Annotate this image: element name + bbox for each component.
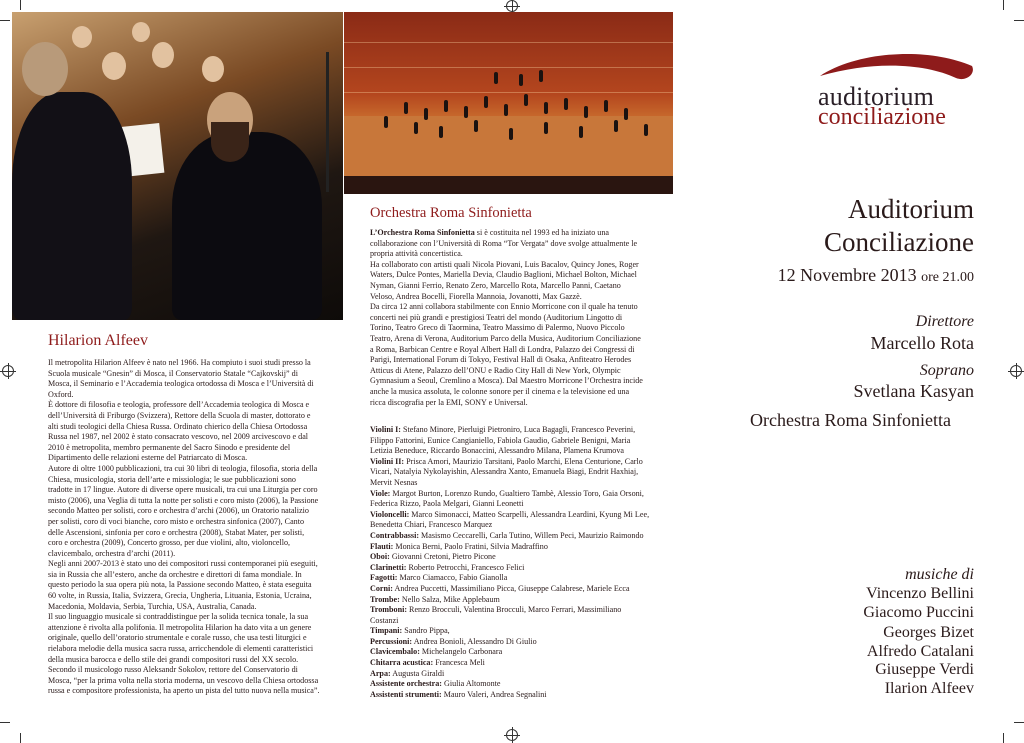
soprano-label: Soprano (919, 362, 974, 379)
bio-paragraph: Il suo linguaggio musicale si contraddistingue per la solida tecnica tonale, la sua attenzione è rivolta alla polifonia. Il metropolita Hilarion ha dato vita a un genere originale, quello dell’oratorio strumentale e corale russo, che usa testi liturgici e rielabora melodie della musica sacra russa, arricchendole di elementi caratteristici della musica barocca e dello stile dei grandi compositori russi del XX secolo. Secondo il musicologo russo Aleksandr Sokolov, rettore del Conservatorio di Mosca, “per la prima volta nella storia moderna, un vescovo della Chiesa ortodossa russa e compositore professionista, ha aperto un pista del tutto nuova nella musica”. (48, 612, 320, 696)
bio-paragraph: È dottore di filosofia e teologia, professore dell’Accademia teologica di Mosca e dell’Università di Friburgo (Svizzera), Rettore della Scuola di master, dottorato e alti studi teologici della Chiesa Russa. Ordinato chierico della Chiesa Ortodossa Russa nel 1987, nel 2002 è stato consacrato vescovo, nel 2009 arcivescovo e dal 2010 è metropolita, membro permanente del Sacro Sinodo e presidente del Dipartimento delle relazioni esterne del Patriarcato di Mosca. (48, 400, 311, 463)
roster-section-label: Clarinetti: (370, 562, 407, 572)
roster-members: Stefano Minore, Pierluigi Pietroniro, Luca Bagagli, Francesco Peverini, Filippo Fattorini, Eunice Cangianiello, Fabiola Gaudio, Gabriele Benigni, Maria Letizia Beneduce, Riccardo Bonaccini, Alessandro Milana, Plamena Krumova (370, 425, 636, 456)
bio-paragraph: Ha collaborato con artisti quali Nicola Piovani, Luis Bacalov, Quincy Jones, Roger Waters, Dulce Pontes, Mariella Devia, Claudio Baglioni, Michael Bolton, Michael Nyman, Gianni Ferrio, Renato Zero, Marcello Rota, Marcello Panni, Caetano Veloso, Andrea Bocelli, Fiorella Mannoia, Jovanotti, Max Gazzè. (370, 259, 639, 301)
alfeev-biography (48, 358, 320, 697)
venue-title: Conciliazione (824, 227, 974, 257)
roster-members: Nello Salza, Mike Applebaum (399, 594, 500, 604)
roster-section-label: Corni: (370, 583, 393, 593)
roster-members: Marco Simonacci, Matteo Scarpelli, Alessandra Leardini, Kyung Mi Lee, Benedetta Chiari, Francesco Marquez (370, 509, 650, 530)
roster-entry (370, 457, 650, 489)
orchestra-name: Orchestra Roma Sinfonietta (750, 410, 951, 430)
roster-entry (370, 552, 650, 563)
auditorium-logo (816, 48, 976, 134)
roster-entry (370, 647, 650, 658)
roster-members: Francesca Meli (433, 658, 485, 668)
roster-entry (370, 637, 650, 648)
composer-name: Georges Bizet (883, 624, 974, 641)
roster-entry (370, 425, 650, 457)
crop-mark (0, 722, 10, 723)
roster-entry (370, 542, 650, 553)
roster-section-label: Oboi: (370, 552, 390, 562)
crop-mark (1014, 722, 1024, 723)
time-text: ore 21.00 (921, 270, 974, 285)
roster-members: Monica Berni, Paolo Fratini, Silvia Madraffino (393, 541, 548, 551)
roster-members: Roberto Petrocchi, Francesco Felici (406, 562, 525, 572)
roster-entry (370, 669, 650, 680)
composer-name: Giuseppe Verdi (875, 661, 974, 678)
roster-entry (370, 626, 650, 637)
roster-section-label: Violini II: (370, 456, 405, 466)
roster-members: Giulia Altomonte (442, 679, 501, 689)
logo-text-conciliazione: conciliazione (818, 104, 946, 130)
bio-paragraph: Il metropolita Hilarion Alfeev è nato nel 1966. Ha compiuto i suoi studi presso la Scuola musicale “Gnesin” di Mosca, il Conservatorio Statale “Cajkovskij” di Mosca, il Seminario e l’Accademia teologica ortodossa di Mosca e l’Università di Oxford. (48, 358, 314, 399)
roster-entry (370, 510, 650, 531)
roster-section-label: Arpa: (370, 668, 391, 678)
roster-members: Andrea Puccetti, Massimiliano Picca, Giuseppe Calabrese, Mariele Ecca (392, 583, 630, 593)
venue-title: Auditorium (848, 194, 974, 224)
roster-members: Marco Ciamacco, Fabio Gianolla (397, 573, 508, 583)
concert-date (778, 265, 974, 286)
roster-members: Masismo Ceccarelli, Carla Tutino, Willem Peci, Maurizio Raimondo (419, 530, 644, 540)
roster-members: Michelangelo Carbonara (419, 647, 503, 657)
roster-entry (370, 584, 650, 595)
registration-mark-icon (2, 365, 14, 377)
composer-name: Alfredo Catalani (866, 643, 974, 660)
roster-section-label: Violoncelli: (370, 509, 410, 519)
roster-members: Mauro Valeri, Andrea Segnalini (441, 689, 547, 699)
composer-name: Giacomo Puccini (863, 604, 974, 621)
roster-members: Giovanni Cretoni, Pietro Picone (389, 552, 496, 562)
orchestra-photo (344, 12, 673, 194)
crop-mark (0, 20, 10, 21)
roster-section-label: Percussioni: (370, 636, 413, 646)
crop-mark (1014, 20, 1024, 21)
bio-paragraph: Da circa 12 anni collabora stabilmente con Ennio Morricone con il quale ha tenuto concerti nei più grandi e prestigiosi Teatri del mondo (Auditorium Lingotto di Torino, Teatro Greco di Taormina, Teatro Massimo di Palermo, Nuovo Piccolo Teatro, Arena di Verona, Auditorium Parco della Musica, Auditorium Conciliazione a Roma, Barbican Centre e Royal Albert Hall di Londra, Palazzo dei Congressi di Parigi, International Forum di Tokyo, Festival Hall di Osaka, Anfiteatro Herodes Atticus di Atene, Palazzo dell’ONU e Radio City Hall di New York, Olympic Gymnasium a Seoul, Cremlino a Mosca). Dal Maestro Morricone l’Orchestra incide anche la musica assoluta, le colonne sonore per il cinema e la televisione ed una ricca discografia per la EMI, SONY e Universal. (370, 302, 643, 407)
roster-section-label: Trombe: (370, 594, 400, 604)
roster-entry (370, 531, 650, 542)
roster-section-label: Chitarra acustica: (370, 658, 434, 668)
roster-entry (370, 658, 650, 669)
alfeev-heading: Hilarion Alfeev (48, 332, 148, 349)
roster-members: Prisca Amori, Maurizio Tarsitani, Paolo Marchi, Elena Centurione, Carlo Vicari, Natalyia Nykolayishin, Alessandra Xanto, Emanuela Biagi, Endrit Haxhiaj, Mervit Nesnas (370, 456, 643, 487)
crop-mark (1003, 733, 1004, 743)
bio-text: si è costituita nel 1993 ed ha iniziato una collaborazione con l’Università di Roma “Tor Vergata” dove svolge attualmente le propria attività concertistica. (370, 228, 638, 259)
roster-members: Augusta Giraldi (390, 668, 445, 678)
bio-paragraph: Autore di oltre 1000 pubblicazioni, tra cui 30 libri di teologia, filosofia, storia della Chiesa, musicologia, storia dell’arte e missiologia; le sue pubblicazioni sono tradotte in 17 lingue. Autore di diverse opere musicali, tra cui una Liturgia per coro misto (2006), una Veglia di tutta la notte per solisti e coro misto (2006), la Passione secondo Matteo per solisti, coro e orchestra d’archi (2006), un Oratorio natalizio per solisti, coro di voci bianche, coro misto e orchestra sinfonica (2007), Canto delle Ascensioni, sinfonia per coro e orchestra (2008), Stabat Mater, per solisti, coro e orchestra (2009), Concerto grosso, per due violini, alto, violoncello, clavicembalo, orchestra d’archi (2011). (48, 463, 319, 558)
roster-entry (370, 563, 650, 574)
roster-members: Sandro Pippa, (402, 626, 450, 636)
orchestra-biography (370, 228, 646, 408)
orchestra-roster (370, 425, 650, 700)
crop-mark (20, 0, 21, 10)
roster-section-label: Tromboni: (370, 605, 408, 615)
soprano-name: Svetlana Kasyan (853, 381, 974, 401)
composer-name: Vincenzo Bellini (866, 585, 974, 602)
registration-mark-icon (506, 0, 518, 12)
roster-entry (370, 573, 650, 584)
alfeev-photo (12, 12, 343, 320)
roster-entry (370, 690, 650, 701)
roster-members: Andrea Bonioli, Alessandro Di Giulio (412, 636, 537, 646)
roster-section-label: Assistente orchestra: (370, 679, 443, 689)
crop-mark (1003, 0, 1004, 10)
registration-mark-icon (1010, 365, 1022, 377)
roster-section-label: Fagotti: (370, 573, 398, 583)
roster-section-label: Viole: (370, 488, 391, 498)
roster-section-label: Flauti: (370, 541, 394, 551)
registration-mark-icon (506, 729, 518, 741)
roster-members: Margot Burton, Lorenzo Rundo, Gualtiero Tambè, Alessio Toro, Gaia Orsoni, Federica Rizzo, Paola Melgari, Gianni Leonetti (370, 488, 644, 509)
roster-entry (370, 595, 650, 606)
composer-name: Ilarion Alfeev (884, 680, 974, 697)
roster-section-label: Violini I: (370, 425, 401, 434)
logo-text-auditorium: auditorium (818, 82, 935, 111)
orchestra-heading: Orchestra Roma Sinfonietta (370, 205, 532, 221)
roster-entry (370, 489, 650, 510)
director-name: Marcello Rota (870, 333, 974, 353)
bio-paragraph: Negli anni 2007-2013 è stato uno dei compositori russi contemporanei più eseguiti, sia in Russia che all’estero, anche da orchestre e direttori di fama mondiale. In questo periodo la sua opera più nota, la Passione secondo Matteo, è stata eseguita 60 volte, in Russia, Italia, Svizzera, Grecia, Ungheria, Lituania, Estonia, Ucraina, Macedonia, Moldavia, Serbia, Turchia, USA, Australia, Canada. (48, 559, 318, 611)
music-by-label: musiche di (905, 566, 974, 583)
orchestra-name-bold: L’Orchestra Roma Sinfonietta (370, 228, 475, 237)
date-text: 12 Novembre 2013 (777, 265, 917, 285)
roster-section-label: Clavicembalo: (370, 647, 420, 657)
bio-paragraph (370, 228, 646, 260)
roster-section-label: Contrabbassi: (370, 530, 420, 540)
roster-section-label: Assistenti strumenti: (370, 689, 442, 699)
roster-entry (370, 605, 650, 626)
roster-entry (370, 679, 650, 690)
roster-section-label: Timpani: (370, 626, 403, 636)
director-label: Direttore (915, 313, 974, 330)
crop-mark (20, 733, 21, 743)
roster-members: Renzo Brocculi, Valentina Brocculi, Marco Ferrari, Massimiliano Costanzi (370, 605, 622, 625)
